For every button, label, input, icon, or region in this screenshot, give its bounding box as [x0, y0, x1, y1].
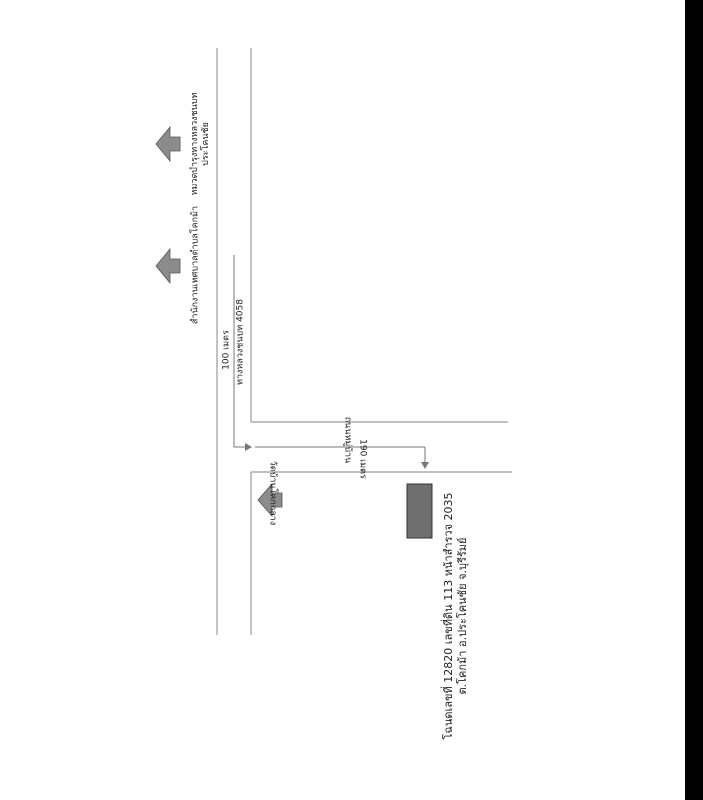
label-village-road [342, 417, 353, 464]
scan-edge-bar [685, 0, 703, 800]
temple-text: วัดบ้านโคกกลาง [267, 460, 278, 526]
distance-100-text: 100 เมตร [221, 330, 232, 370]
label-rural-highway [236, 299, 247, 385]
arrow-highway-unit-icon [156, 127, 180, 161]
label-land-plot [442, 492, 470, 739]
label-tambon-office [191, 206, 202, 324]
distance-190-text: 190 เมตร [357, 439, 368, 479]
plot-deed-text: โฉนดเลขที่ 12820 เลขที่ดิน 113 หน้าสำรวจ 2035 [442, 492, 455, 740]
label-distance-190 [357, 439, 368, 479]
village-road-text: ถนนหมู่บ้าน [342, 416, 353, 464]
highway-unit-text-2: ประโคนชัย [201, 122, 211, 166]
label-highway-unit [190, 93, 212, 196]
plot-location-text: ต.โคกม้า อ.ประโคนชัย จ.บุรีรัมย์ [456, 537, 469, 695]
label-temple [267, 461, 278, 526]
tambon-office-text: สำนักงานเทศบาลตำบลโคกม้า [190, 205, 201, 325]
distance-100-arrowhead [245, 443, 252, 451]
rural-highway-text: ทางหลวงชนบท 4058 [235, 299, 246, 385]
highway-unit-text-1: หมวดบำรุงทางหลวงชนบท [190, 92, 200, 196]
land-plot-marker [407, 484, 432, 538]
distance-190-arrowhead [421, 462, 429, 469]
label-distance-100 [222, 330, 233, 370]
arrow-tambon-office-icon [156, 249, 180, 283]
